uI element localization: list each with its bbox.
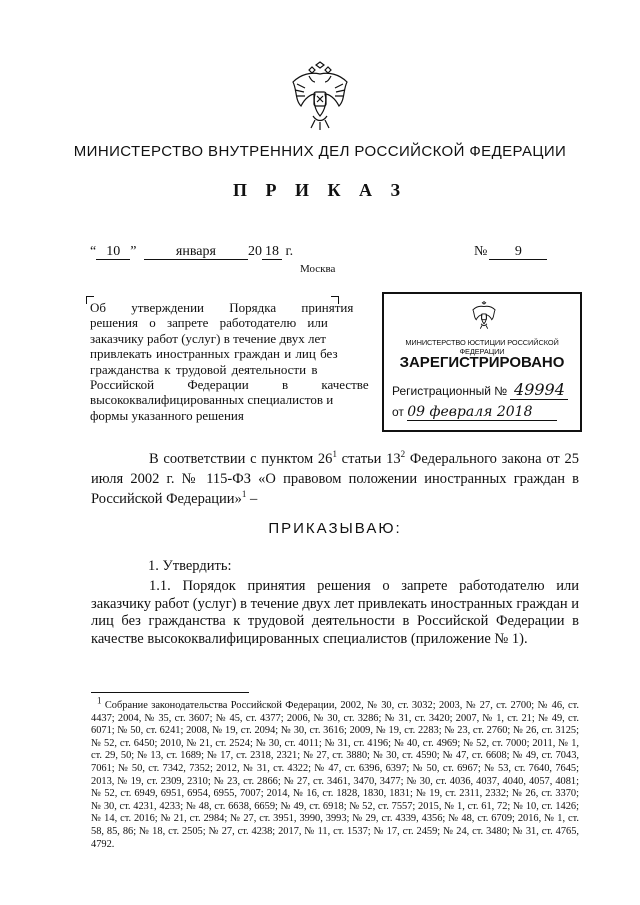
footnote-divider [91,692,249,693]
subject-line: заказчику работ (услуг) в течение двух лет [90,330,326,346]
ministry-name: МИНИСТЕРСТВО ВНУТРЕННИХ ДЕЛ РОССИЙСКОЙ ФЕДЕРАЦИИ [73,143,567,160]
document-date [90,244,293,260]
clause-1-1 [91,578,579,648]
order-subject [90,300,369,423]
date-close-quote: ” [130,244,137,259]
clause-1-1-text: 1.1. Порядок принятия решения о запрете работодателю или заказчику работ (услуг) в течение двух лет привлекать иностранных граждан и лиц без гражданства к трудовой деятельности в Российской Федерации в качестве высококвалифицированных специалистов (приложение № 1). [91,578,579,647]
stamp-registered-label: ЗАРЕГИСТРИРОВАНО [399,354,565,371]
document-number [474,244,547,260]
superscript: 2 [400,449,406,460]
stamp-registration-number [392,380,578,400]
footnote [91,695,579,851]
date-day: 10 [96,244,130,260]
date-open-quote: “ [90,244,97,259]
stamp-ministry-name: МИНИСТЕРСТВО ЮСТИЦИИ РОССИЙСКОЙ ФЕДЕРАЦИИ [405,338,559,356]
document-city: Москва [300,263,336,275]
subject-line: решения о запрете работодателю или [90,315,328,331]
date-year-unit: г. [285,244,294,259]
stamp-date-value: 09 февраля 2018 [407,404,557,421]
number-label: № [474,244,488,259]
preamble-text: – [246,491,258,507]
preamble-text: В соответствии с пунктом 26 [149,451,333,467]
subject-line: формы указанного решения [90,407,244,423]
clause-1: 1. Утвердить: [148,558,232,574]
preamble-text: Федерального закона от 25 июля 2002 г. № 115-ФЗ «О правовом положении иностранных граждан в Российской Федерации» [91,451,579,507]
stamp-reg-value: 49994 [510,380,568,400]
superscript: 1 [332,449,337,460]
subject-line: Российской Федерации в качестве [90,377,369,393]
preamble-text: статьи 13 [336,451,401,467]
date-year-suffix: 18 [262,244,282,260]
date-year-prefix: 20 [247,244,262,259]
footnote-text: Собрание законодательства Российской Федерации, 2002, № 30, ст. 3032; 2003, № 27, ст. 2700; № 46, ст. 4437; 2004, № 35, ст. 3607; № 45, ст. 4377; 2006, № 30, ст. 3286; № 31, ст. 3420; 2007, № 1, ст. 21; № 49, ст. 6071; № 50, ст. 6241; 2008, № 19, ст. 2094; № 30, ст. 3616; 2009, № 19, ст. 2283; № 23, ст. 2760; № 26, ст. 3125; № 52, ст. 6450; 2010, № 21, ст. 2524; № 30, ст. 4011; № 31, ст. 4196; № 40, ст. 4969; № 52, ст. 7000; 2011, № 1, ст. 29, 50; № 13, ст. 1689; № 17, ст. 2318, 2321; № 27, ст. 3880; № 30, ст. 4590; № 47, ст. 6608; № 49, ст. 7043, 7061; № 50, ст. 7342, 7352; 2012, № 31, ст. 4322; № 47, ст. 6396, 6397; № 50, ст. 6967; № 53, ст. 7640, 7645; 2013, № 19, ст. 2309, 2310; № 23, ст. 2866; № 27, ст. 3461, 3470, 3477; № 30, ст. 4036, 4037, 4040, 4057, 4081; № 52, ст. 6949, 6951, 6954, 6955, 7007; 2014, № 16, ст. 1828, 1830, 1831; № 19, ст. 2311, 2332; № 26, ст. 3370; № 30, ст. 4231, 4233; № 48, ст. 6638, 6659; № 49, ст. 6918; № 52, ст. 7557; 2015, № 1, ст. 61, 72; № 10, ст. 1426; № 14, ст. 2016; № 21, ст. 2984; № 27, ст. 3951, 3990, 3993; № 29, ст. 4339, 4356; № 48, ст. 6709; 2016, № 1, ст. 58, 85, 86; № 18, ст. 2505; № 27, ст. 4238; 2017, № 11, ст. 1537; № 17, ст. 2459; № 24, ст. 3480; № 31, ст. 4765, 4792. [91,700,579,850]
stamp-reg-label: Регистрационный № [392,384,508,398]
footnote-ref[interactable]: 1 [241,489,247,500]
number-value: 9 [489,244,547,260]
subject-line: высококвалифицированных специалистов и [90,392,334,408]
subject-line: Об утверждении Порядка принятия [90,300,354,315]
document-title: П Р И К А З [232,180,408,200]
subject-line: привлекать иностранных граждан и лиц без [90,346,338,362]
registration-stamp [382,292,582,432]
order-directive: ПРИКАЗЫВАЮ: [268,520,402,537]
subject-line: гражданства к трудовой деятельности в [90,361,318,377]
stamp-date-label: от [392,405,404,419]
footnote-mark: 1 [97,695,102,706]
preamble [91,449,579,509]
coat-of-arms-emblem [285,58,355,136]
stamp-emblem-icon [468,300,500,332]
stamp-registration-date [392,404,578,421]
date-month: января [144,244,248,260]
